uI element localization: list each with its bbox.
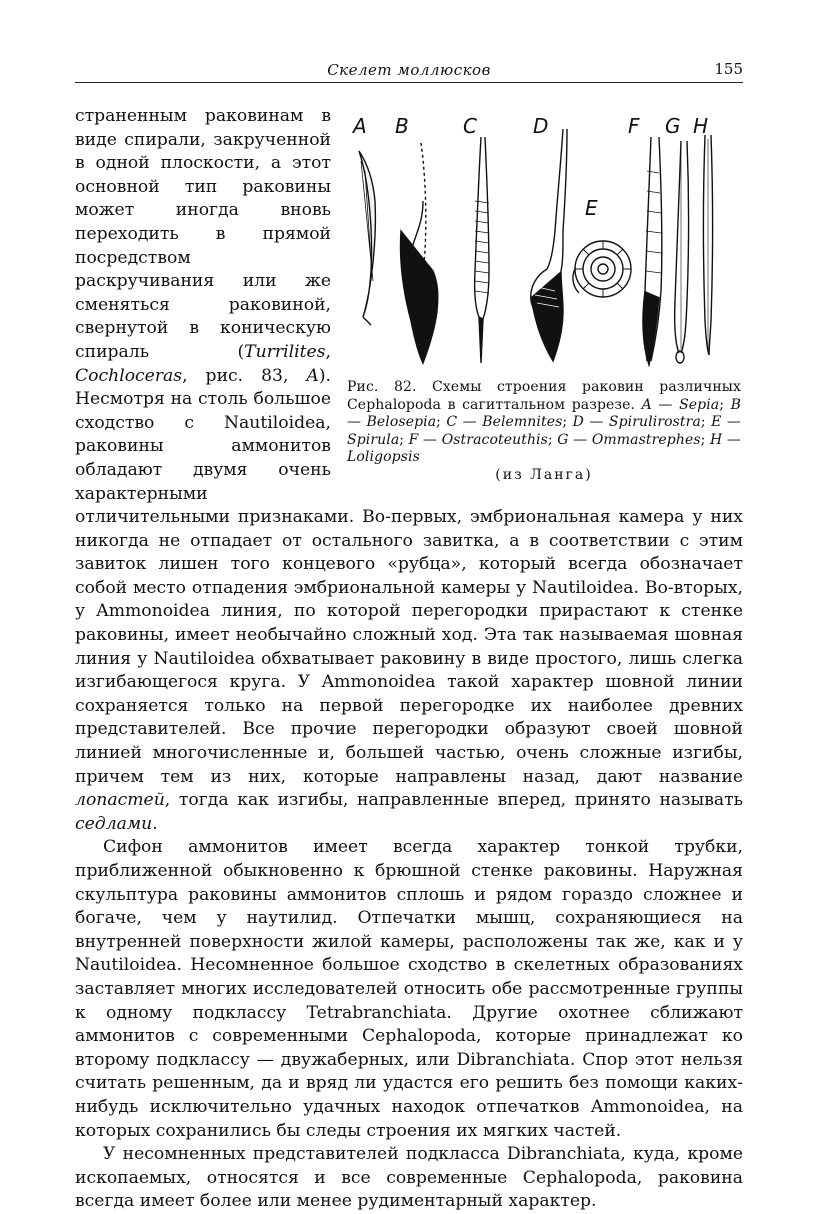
shell-a-sepia [359,151,375,325]
caption-name-b: Belosepia [366,414,437,430]
caption-label-e: E [711,414,722,430]
caption-label-h: H [710,431,723,448]
paragraph-2: Сифон аммонитов имеет всегда характер тонкой трубки, приближенной обыкновенно к брюшной стенке раковины. Наружная скульптура раковины аммонитов сплошь и рядом гораздо сложнее и богаче, чем у наутилид. Отпечатки мышц, сохраняющиеся на внутренней поверхности жилой камеры, расположены так же, как и у Nautiloidea. Несомненное большое сходство в скелетных образованиях заставляет многих исследователей относить обе рассмотренные группы к одному подклассу Tetrabranchiata. Другие охотнее сближают аммонитов с современными Cephalopoda, которые принадлежат ко второму подклассу — двужаберных, или Dibranchiata. Спор этот нельзя считать решенным, да и вряд ли удастся его решить без помощи каких-нибудь исключительно удачных находок отпечатков Ammonoidea, на которых сохранились бы следы строения их мягких частей. [75,837,743,1141]
caption-label-a: A [641,396,652,413]
paragraph-1-part-4: , тогда как изгибы, направленные вперед, принято называть [164,790,743,811]
caption-label-f: F [408,431,419,448]
paragraph-3: У несомненных представителей подкласса Dibranchiata, куда, кроме ископаемых, относятся и все современные Cephalopoda, раковина всегда имеет более или менее рудиментарный характер. [75,1144,743,1212]
shell-c-belemnites [475,137,489,363]
book-page [75,56,743,1214]
shell-e-spirula [573,241,631,297]
shell-g-ommastrephes [675,141,689,363]
figure-label-a: A [353,114,367,138]
caption-name-c: Belemnites [482,414,563,430]
genus-turrilites: Turrilites [244,341,326,362]
shell-d-spirulirostra [531,129,567,361]
caption-label-d: D [572,414,584,430]
page-number: 155 [714,60,743,78]
caption-name-d: Spirulirostra [608,414,701,430]
figure-label-h: H [693,114,709,138]
figure-reference: A [306,365,319,386]
figure-label-e: E [585,196,598,220]
caption-name-a: Sepia [679,396,720,413]
paragraph-1-part-1: страненным раковинам в виде спирали, закрученной в одной плоскости, а этот основной тип раковины может иногда вновь переходить в прямой посредством раскручивания или же сменяться раковиной, свернутой в коническую спираль ( [75,106,331,362]
shell-h-loligopsis [704,135,713,355]
caption-label-b: B [730,396,741,413]
figure-label-d: D [533,114,549,138]
shell-b-belosepia [400,143,437,363]
caption-name-e: Spirula [347,431,400,448]
figure-label-c: C [463,114,477,138]
caption-label-g: G [557,431,569,448]
genus-cochloceras: Cochloceras [75,365,183,386]
term-sedla: седлами [75,813,153,834]
caption-name-f: Ostracoteuthis [441,431,548,448]
paragraph-1-part-2: , рис. 83, [182,365,307,386]
figure-caption: Рис. 82. Схемы строения раковин различных Cephalopoda в сагиттальном разрезе. A — Sepia; B — Belosepia; C — Belemnites; D — Spirulirostra; E — Spirula; F — Ostracoteuthis; G — Ommastrephes; H — Loligopsis (из Ланга) [347,379,741,483]
figure-label-b: B [395,114,409,138]
caption-source: (из Ланга) [495,466,593,483]
paragraph-1 [75,105,743,836]
running-head [75,56,743,83]
running-title: Скелет моллюсков [327,61,491,79]
caption-prefix: Рис. 82. Схемы строения раковин различных Cephalopoda в сагиттальном разрезе. [347,379,741,413]
caption-label-c: C [446,414,458,430]
term-lopasti: лопастей [75,790,165,811]
paragraph-1-part-3: ). Несмотря на столь большое сходство с Nautiloidea, раковины аммонитов обладают двумя очень характерными отличительными признаками. Во-первых, эмбриональная камера у них никогда не отпадает от остального завитка, а в соответствии с этим завиток лишен того концевого «рубца», который всегда обозначает собой место отпадения эмбриональной камеры у Nautiloidea. Во-вторых, у Ammonoidea линия, по которой перегородки прирастают к стенке раковины, имеет необычайно сложный ход. Эта так называемая шовная линия у Nautiloidea обхватывает раковину в виде простого, лишь слегка изгибающегося круга. У Ammonoidea такой характер шовной линии сохраняется только на первой перегородке их наиболее древних представителей. Все прочие перегородки образуют своей шовной линией многочисленные и, большей частью, очень сложные изгибы, причем тем из них, которые направлены назад, дают название [75,365,743,787]
paragraph-1-separator: , [325,341,331,362]
shell-sections-illustration [341,111,743,373]
caption-name-h: Loligopsis [347,449,420,465]
caption-name-g: Ommastrephes [591,431,701,448]
figure-label-g: G [665,114,681,138]
figure-82 [341,111,743,484]
page-body [75,105,743,1214]
paragraph-1-part-5: . [152,813,158,834]
shell-f-ostracoteuthis [643,137,662,365]
figure-label-f: F [628,114,640,138]
